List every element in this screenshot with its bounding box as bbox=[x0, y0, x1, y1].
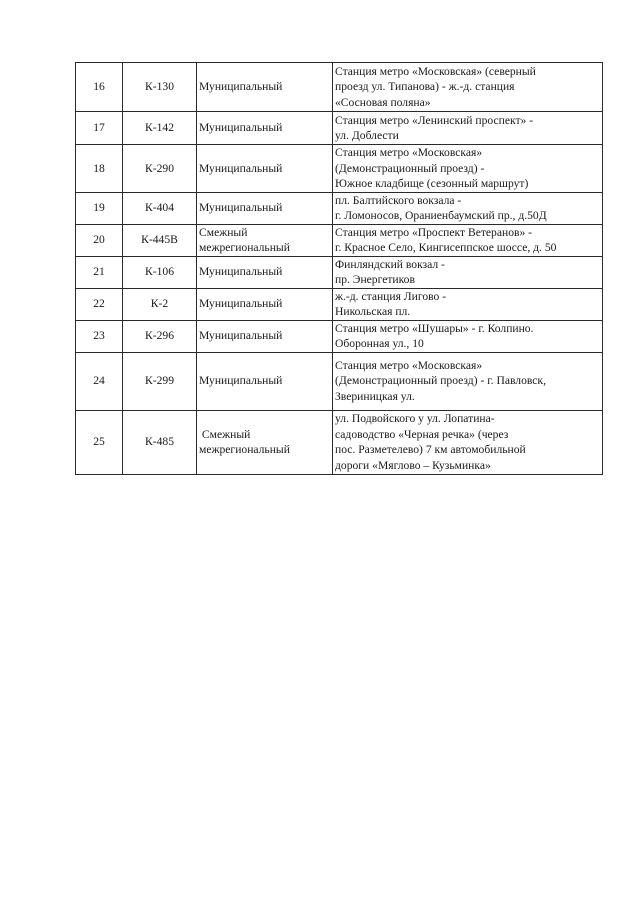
row-number: 18 bbox=[76, 145, 123, 193]
route-code: К-299 bbox=[123, 352, 197, 410]
route-description-line: Станция метро «Проспект Ветеранов» - bbox=[335, 225, 533, 239]
route-description-line: Станция метро «Московская» bbox=[335, 358, 483, 372]
route-type-line: Муниципальный bbox=[199, 80, 283, 94]
route-description-line: Станция метро «Московская» bbox=[335, 146, 483, 159]
routes-table bbox=[75, 62, 603, 475]
table-row bbox=[76, 320, 603, 352]
route-code: К-290 bbox=[123, 145, 197, 193]
row-number: 21 bbox=[76, 256, 123, 288]
table-row bbox=[76, 145, 603, 193]
row-number: 24 bbox=[76, 352, 123, 410]
route-type bbox=[197, 145, 333, 193]
route-description-line: дороги «Мяглово – Кузьминка» bbox=[335, 458, 491, 472]
route-description-line: Станция метро «Московская» (северный bbox=[335, 64, 536, 78]
route-description-line: пос. Разметелево) 7 км автомобильной bbox=[335, 443, 526, 456]
route-type-line: Муниципальный bbox=[199, 265, 283, 279]
row-number: 19 bbox=[76, 192, 123, 224]
route-description bbox=[333, 112, 603, 145]
route-code: К-142 bbox=[123, 112, 197, 145]
route-type-line: Муниципальный bbox=[199, 201, 283, 215]
route-description-line: г. Красное Село, Кингисеппское шоссе, д. 50 bbox=[335, 241, 557, 254]
route-type bbox=[197, 352, 333, 410]
route-type-line: Смежный bbox=[199, 225, 248, 239]
table-row bbox=[76, 288, 603, 320]
route-description-line: ул. Подвойского у ул. Лопатина- bbox=[335, 412, 495, 425]
route-description-line: Финляндский вокзал - bbox=[335, 257, 445, 271]
row-number: 17 bbox=[76, 112, 123, 145]
route-description-line: садоводство «Черная речка» (через bbox=[335, 427, 509, 441]
route-description bbox=[333, 256, 603, 288]
route-description-line: пр. Энергетиков bbox=[335, 273, 415, 286]
route-description bbox=[333, 192, 603, 224]
row-number: 20 bbox=[76, 224, 123, 256]
route-description-line: пл. Балтийского вокзала - bbox=[335, 193, 462, 207]
route-description-line: ул. Доблести bbox=[335, 129, 399, 142]
route-type bbox=[197, 192, 333, 224]
route-type-line: межрегиональный bbox=[199, 443, 290, 456]
route-type bbox=[197, 112, 333, 145]
route-description bbox=[333, 145, 603, 193]
route-description bbox=[333, 288, 603, 320]
route-description-line: ж.-д. станция Лигово - bbox=[335, 289, 447, 303]
table-row bbox=[76, 63, 603, 112]
route-description-line: «Сосновая поляна» bbox=[335, 95, 431, 109]
route-type bbox=[197, 320, 333, 352]
route-code: К-106 bbox=[123, 256, 197, 288]
route-type-line: Муниципальный bbox=[199, 297, 283, 311]
route-code: К-130 bbox=[123, 63, 197, 112]
table-row bbox=[76, 410, 603, 474]
route-type-line: Муниципальный bbox=[199, 161, 283, 175]
route-type-line: межрегиональный bbox=[199, 241, 290, 254]
route-type-line: Муниципальный bbox=[199, 329, 283, 343]
route-description-line: Южное кладбище (сезонный маршрут) bbox=[335, 177, 529, 190]
route-description bbox=[333, 410, 603, 474]
route-description bbox=[333, 352, 603, 410]
route-type-line: Смежный bbox=[199, 427, 251, 441]
route-code: К-296 bbox=[123, 320, 197, 352]
route-type-line: Муниципальный bbox=[199, 374, 283, 388]
route-description-line: Станция метро «Ленинский проспект» - bbox=[335, 113, 534, 127]
route-type bbox=[197, 224, 333, 256]
route-code: К-445В bbox=[123, 224, 197, 256]
table-row bbox=[76, 224, 603, 256]
table-row bbox=[76, 256, 603, 288]
table-row bbox=[76, 192, 603, 224]
route-description-line: Оборонная ул., 10 bbox=[335, 337, 424, 350]
route-description-line: Станция метро «Шушары» - г. Колпино. bbox=[335, 321, 534, 335]
route-code: К-485 bbox=[123, 410, 197, 474]
row-number: 25 bbox=[76, 410, 123, 474]
row-number: 16 bbox=[76, 63, 123, 112]
route-description bbox=[333, 224, 603, 256]
route-type bbox=[197, 410, 333, 474]
route-description-line: (Демонстрационный проезд) - bbox=[335, 161, 485, 175]
route-type bbox=[197, 63, 333, 112]
route-description-line: Никольская пл. bbox=[335, 305, 411, 318]
route-code: К-2 bbox=[123, 288, 197, 320]
route-code: К-404 bbox=[123, 192, 197, 224]
route-description-line: (Демонстрационный проезд) - г. Павловск, bbox=[335, 374, 546, 388]
route-description bbox=[333, 320, 603, 352]
route-type-line: Муниципальный bbox=[199, 121, 283, 135]
table-row bbox=[76, 352, 603, 410]
route-type bbox=[197, 288, 333, 320]
route-type bbox=[197, 256, 333, 288]
route-description-line: г. Ломоносов, Ораниенбаумский пр., д.50Д bbox=[335, 209, 547, 222]
table-row bbox=[76, 112, 603, 145]
route-description-line: проезд ул. Типанова) - ж.-д. станция bbox=[335, 80, 515, 94]
route-description-line: Звериницкая ул. bbox=[335, 389, 415, 403]
row-number: 23 bbox=[76, 320, 123, 352]
route-description bbox=[333, 63, 603, 112]
row-number: 22 bbox=[76, 288, 123, 320]
